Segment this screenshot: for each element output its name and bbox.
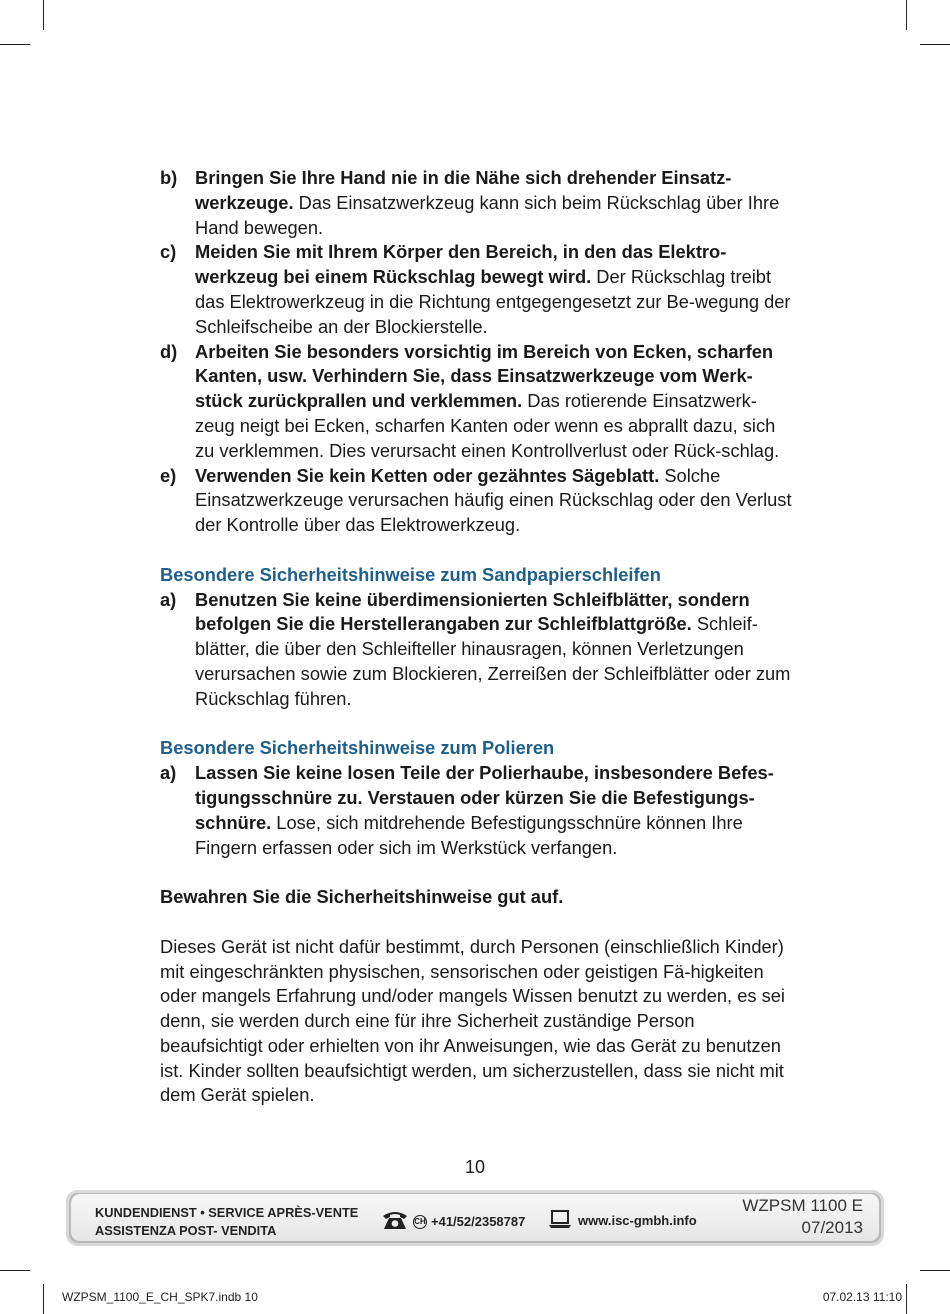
crop-mark	[0, 44, 30, 45]
phone-number: +41/52/2358787	[431, 1214, 526, 1229]
item-text: Das rotierende Einsatzwerk-zeug neigt bei Ecken, scharfen Kanten oder wenn es abprallt dazu, sich zu verklemmen. Dies verursacht einen Kontrollverlust oder Rück-schlag.	[195, 390, 780, 461]
list-item	[160, 166, 792, 240]
telephone-icon	[381, 1209, 409, 1234]
item-bold-text: Arbeiten Sie besonders vorsichtig im Bereich von Ecken, scharfen Kanten, usw. Verhindern Sie, dass Einsatzwerkzeuge vom Werk-stück zurückprallen und verklemmen.	[195, 340, 774, 412]
list-item	[160, 588, 792, 712]
list-item	[160, 761, 792, 860]
country-badge: CH	[413, 1215, 427, 1229]
website-link[interactable]: www.isc-gmbh.info	[578, 1213, 697, 1228]
item-label: a)	[160, 588, 177, 610]
crop-mark	[906, 1284, 907, 1314]
crop-mark	[43, 0, 44, 30]
item-text: Schleif-blätter, die über den Schleifteller hinausragen, können Verletzungen verursachen sowie zum Blockieren, Zerreißen der Schleifblätter oder zum Rückschlag führen.	[195, 613, 791, 709]
item-text: Der Rückschlag treibt das Elektrowerkzeug in die Richtung entgegengesetzt zur Be-wegung der Schleifscheibe an der Blockierstelle.	[195, 266, 791, 337]
crop-mark	[920, 1270, 950, 1271]
imprint-file: WZPSM_1100_E_CH_SPK7.indb 10	[62, 1290, 258, 1304]
model-info	[742, 1195, 863, 1239]
service-line-2: ASSISTENZA POST- VENDITA	[95, 1222, 277, 1238]
list-item	[160, 340, 792, 464]
list-item	[160, 240, 792, 339]
crop-mark	[0, 1270, 30, 1271]
service-label	[95, 1204, 358, 1239]
crop-mark	[906, 0, 907, 30]
imprint-timestamp: 07.02.13 11:10	[822, 1290, 902, 1304]
main-content	[160, 166, 792, 1108]
item-text: Das Einsatzwerkzeug kann sich beim Rückschlag über Ihre Hand bewegen.	[195, 191, 780, 238]
website-contact	[548, 1209, 697, 1232]
section-heading-polishing: Besondere Sicherheitshinweise zum Polieren	[160, 737, 555, 759]
item-label: a)	[160, 762, 177, 784]
page-number: 10	[464, 1157, 486, 1177]
section-heading-sanding: Besondere Sicherheitshinweise zum Sandpapierschleifen	[160, 563, 661, 585]
model-date: 07/2013	[801, 1218, 863, 1237]
service-footer	[66, 1190, 884, 1246]
service-footer-panel	[71, 1194, 879, 1241]
item-text: Solche Einsatzwerkzeuge verursachen häufig einen Rückschlag oder den Verlust der Kontrolle über das Elektrowerkzeug.	[195, 464, 792, 536]
item-text: Lose, sich mitdrehende Befestigungsschnüre können Ihre Fingern erfassen oder sich im Werkstück verfangen.	[195, 811, 743, 858]
keep-instructions-notice: Bewahren Sie die Sicherheitshinweise gut auf.	[160, 886, 564, 908]
crop-mark	[920, 44, 950, 45]
laptop-icon	[548, 1209, 572, 1232]
item-label: d)	[160, 340, 178, 362]
model-number: WZPSM 1100 E	[742, 1196, 863, 1215]
item-bold-text: Bringen Sie Ihre Hand nie in die Nähe sich drehender Einsatz-werkzeuge.	[195, 167, 732, 213]
safety-list	[160, 166, 792, 538]
item-label: c)	[160, 241, 177, 263]
crop-mark	[43, 1284, 44, 1314]
item-bold-text: Verwenden Sie kein Ketten oder gezähntes Sägeblatt.	[195, 464, 660, 486]
item-bold-text: Benutzen Sie keine überdimensionierten Schleifblätter, sondern befolgen Sie die Herstellerangaben zur Schleifblattgröße.	[195, 588, 750, 635]
phone-contact	[381, 1209, 525, 1234]
list-item	[160, 464, 792, 538]
service-line-1: KUNDENDIENST • SERVICE APRÈS-VENTE	[95, 1205, 359, 1220]
item-label: e)	[160, 464, 177, 486]
closing-paragraph: Dieses Gerät ist nicht dafür bestimmt, durch Personen (einschließlich Kinder) mit eingeschränkten physischen, sensorischen oder geistigen Fä-higkeiten oder mangels Erfahrung und/oder mangels Wissen benutzt zu werden, es sei denn, sie werden durch eine für ihre Sicherheit zuständige Person beaufsichtigt oder erhielten von ihr Anweisungen, wie das Gerät zu benutzen ist. Kinder sollten beaufsichtigt werden, um sicherzustellen, dass sie nicht mit dem Gerät spielen.	[160, 935, 785, 1106]
item-label: b)	[160, 167, 178, 188]
item-bold-text: Meiden Sie mit Ihrem Körper den Bereich, in den das Elektro-werkzeug bei einem Rückschlag bewegt wird.	[195, 241, 727, 288]
item-bold-text: Lassen Sie keine losen Teile der Polierhaube, insbesondere Befes-tigungsschnüre zu. Verstauen oder kürzen Sie die Befestigungs-schnüre.	[195, 762, 774, 833]
